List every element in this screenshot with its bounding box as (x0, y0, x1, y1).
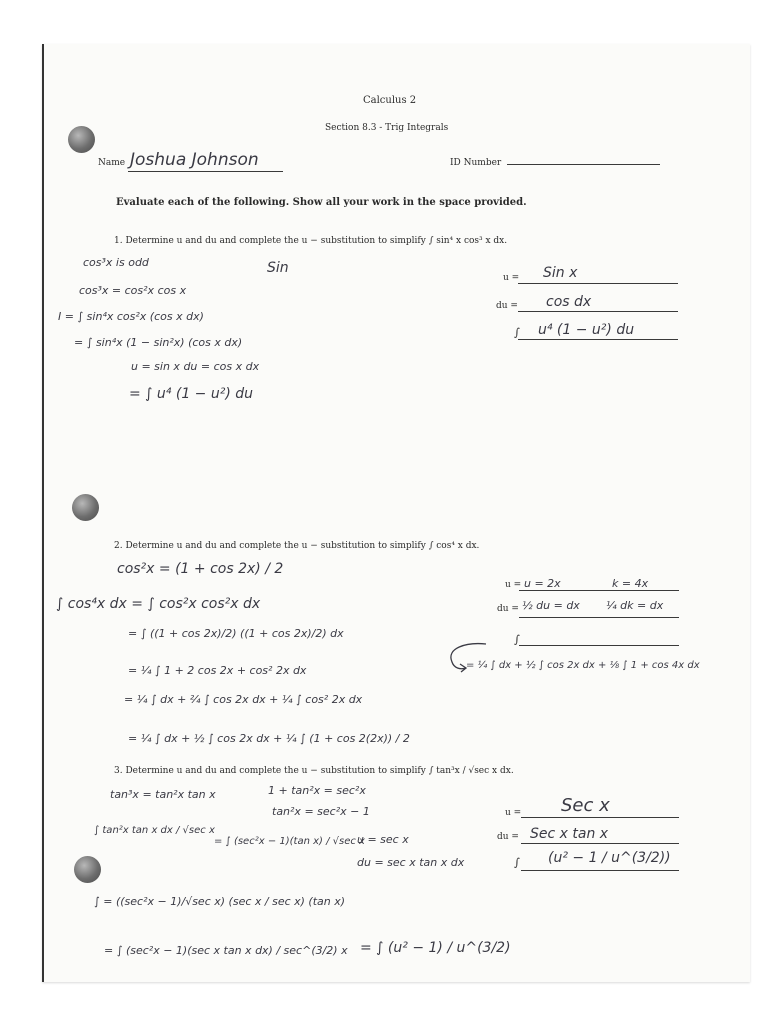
p1-integral-line (518, 339, 678, 340)
p2-du-value: ½ du = dx (522, 599, 580, 612)
p3-work-line-5: = ∫ (sec²x − 1)(tan x) / √sec x (214, 836, 365, 847)
p1-work-line-3: I = ∫ sin⁴x cos²x (cos x dx) (58, 310, 204, 323)
p2-integral-line (519, 645, 679, 646)
p3-du-label: du = (497, 832, 519, 842)
p1-u-line (518, 283, 678, 284)
problem-2-prompt: 2. Determine u and du and complete the u − substitution to simplify ∫ cos⁴ x dx. (114, 541, 480, 551)
id-number-line (507, 164, 660, 165)
problem-1-prompt: 1. Determine u and du and complete the u − substitution to simplify ∫ sin⁴ x cos³ x dx. (114, 236, 508, 246)
problem-3-prompt: 3. Determine u and du and complete the u − substitution to simplify ∫ tan³x / √sec x dx. (114, 766, 514, 776)
p1-work-line-2: cos³x = cos²x cos x (79, 284, 187, 297)
punch-hole-top (68, 126, 95, 153)
p1-work-side-note: Sin (267, 260, 289, 276)
p3-u-value: Sec x (561, 795, 610, 816)
punch-hole-bottom (74, 856, 101, 883)
p2-k-value: k = 4x (612, 577, 649, 590)
p1-work-line-4: = ∫ sin⁴x (1 − sin²x) (cos x dx) (74, 336, 243, 349)
p2-du-label: du = (497, 604, 519, 614)
punch-hole-middle (72, 494, 99, 521)
p3-du-value: Sec x tan x (530, 826, 609, 842)
p2-work-line-3: = ∫ ((1 + cos 2x)/2) ((1 + cos 2x)/2) dx (128, 627, 344, 640)
p3-work-line-4: ∫ tan²x tan x dx / √sec x (94, 825, 215, 836)
id-number-label: ID Number (450, 158, 502, 168)
p1-du-value: cos dx (546, 294, 592, 310)
p3-work-line-8: ∫ = ((sec²x − 1)/√sec x) (sec x / sec x) (tan x) (94, 895, 346, 908)
p1-u-value: Sin x (543, 265, 578, 281)
p2-continuation-arrow (444, 640, 494, 680)
p3-work-line-3: tan²x = sec²x − 1 (272, 805, 370, 818)
p1-integral-value: u⁴ (1 − u²) du (538, 322, 635, 338)
p2-work-line-7: = ¼ ∫ dx + ½ ∫ cos 2x dx + ⅛ ∫ 1 + cos 4x dx (466, 660, 700, 671)
name-line (128, 171, 283, 172)
p3-work-line-9: = ∫ (sec²x − 1)(sec x tan x dx) / sec^(3/2) x (104, 944, 348, 957)
p3-work-line-10: = ∫ (u² − 1) / u^(3/2) (360, 940, 511, 956)
p3-integral-sign: ∫ (514, 856, 520, 869)
name-value: Joshua Johnson (130, 150, 259, 170)
p2-work-line-6: = ¼ ∫ dx + ½ ∫ cos 2x dx + ¼ ∫ (1 + cos 2(2x)) / 2 (128, 732, 410, 745)
p2-work-line-1: cos²x = (1 + cos 2x) / 2 (117, 561, 284, 577)
p1-u-label: u = (503, 273, 520, 283)
p2-u-line (519, 590, 679, 591)
p3-work-line-1: tan³x = tan²x tan x (110, 788, 216, 801)
p2-work-line-5: = ¼ ∫ dx + ²⁄₄ ∫ cos 2x dx + ¼ ∫ cos² 2x dx (124, 693, 363, 706)
p1-work-line-5: u = sin x du = cos x dx (131, 360, 260, 373)
p2-u-value: u = 2x (524, 577, 561, 590)
p1-work-line-6: = ∫ u⁴ (1 − u²) du (129, 386, 254, 402)
p1-du-line (518, 311, 678, 312)
p2-work-line-4: = ¼ ∫ 1 + 2 cos 2x + cos² 2x dx (128, 664, 307, 677)
section-title: Section 8.3 - Trig Integrals (325, 123, 449, 133)
p3-integral-line (521, 870, 679, 871)
p3-u-label: u = (505, 808, 522, 818)
p3-integral-value: (u² − 1 / u^(3/2)) (548, 850, 671, 866)
p3-du-line (521, 843, 679, 844)
p1-work-line-1: cos³x is odd (83, 256, 149, 269)
p2-u-label: u = (505, 580, 522, 590)
p3-work-line-7: du = sec x tan x dx (357, 856, 465, 869)
p3-work-line-2: 1 + tan²x = sec²x (268, 784, 366, 797)
instructions: Evaluate each of the following. Show all your work in the space provided. (116, 197, 527, 208)
p2-integral-sign: ∫ (514, 633, 520, 646)
p1-du-label: du = (496, 301, 518, 311)
p3-work-line-6: u = sec x (357, 833, 409, 846)
course-title: Calculus 2 (363, 95, 417, 106)
p2-work-line-2: ∫ cos⁴x dx = ∫ cos²x cos²x dx (56, 596, 261, 612)
p2-du-line (519, 617, 679, 618)
p1-integral-sign: ∫ (514, 326, 520, 339)
name-label: Name (98, 158, 126, 168)
p3-u-line (521, 817, 679, 818)
p2-dk-value: ¼ dk = dx (606, 599, 664, 612)
